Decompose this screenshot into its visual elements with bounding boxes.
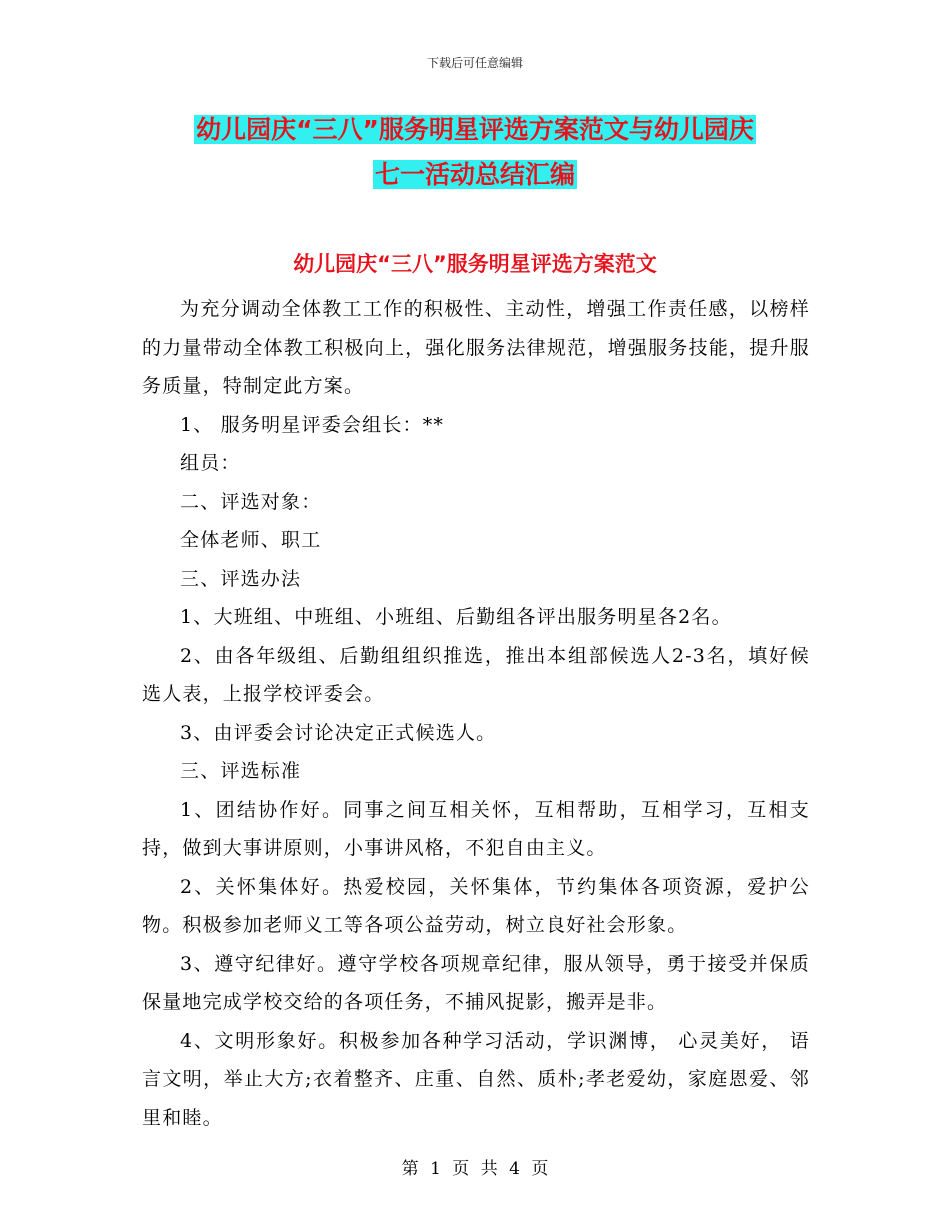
title-highlight-2: 七一活动总结汇编 [374,160,575,189]
paragraph: 全体老师、职工 [180,529,322,551]
paragraph: 4、文明形象好。积极参加各种学习活动，学识渊博， 心灵美好， 语言文明，举止大方;衣着整齐、庄重、自然、质朴;孝老爱幼，家庭恩爱、邻里和睦。 [142,1029,810,1129]
paragraph: 3、遵守纪律好。遵守学校各项规章纪律，服从领导，勇于接受并保质保量地完成学校交给的各项任务，不捕风捉影，搬弄是非。 [142,952,810,1013]
page-footer: 第 1 页 共 4 页 [401,1159,549,1179]
body-text [142,290,810,1137]
paragraph: 2、由各年级组、后勤组组织推选，推出本组部候选人2-3名，填好候选人表，上报学校评委会。 [142,644,810,705]
paragraph: 组员： [180,452,241,474]
paragraph: 1、大班组、中班组、小班组、后勤组各评出服务明星各2名。 [180,606,732,628]
paragraph: 二、评选对象： [180,490,322,513]
paragraph: 为充分调动全体教工工作的积极性、主动性，增强工作责任感，以榜样的力量带动全体教工积极向上，强化服务法律规范，增强服务技能，提升服务质量，特制定此方案。 [142,298,810,397]
section-title: 幼儿园庆“三八”服务明星评选方案范文 [293,252,657,276]
paragraph: 1、团结协作好。同事之间互相关怀，互相帮助，互相学习，互相支持，做到大事讲原则，小事讲风格，不犯自由主义。 [142,798,810,859]
paragraph: 三、评选标准 [180,760,302,782]
document-title-line-1 [0,112,950,148]
title-highlight-1: 幼儿园庆“三八”服务明星评选方案范文与幼儿园庆 [196,115,754,144]
paragraph: 1、 服务明星评委会组长：** [180,413,445,436]
document-title-line-2 [0,157,950,193]
paragraph: 三、评选办法 [180,567,302,590]
paragraph: 2、关怀集体好。热爱校园，关怀集体，节约集体各项资源，爱护公物。积极参加老师义工等各项公益劳动，树立良好社会形象。 [142,875,810,936]
header-note: 下载后可任意编辑 [426,56,523,70]
paragraph: 3、由评委会讨论决定正式候选人。 [180,721,497,744]
